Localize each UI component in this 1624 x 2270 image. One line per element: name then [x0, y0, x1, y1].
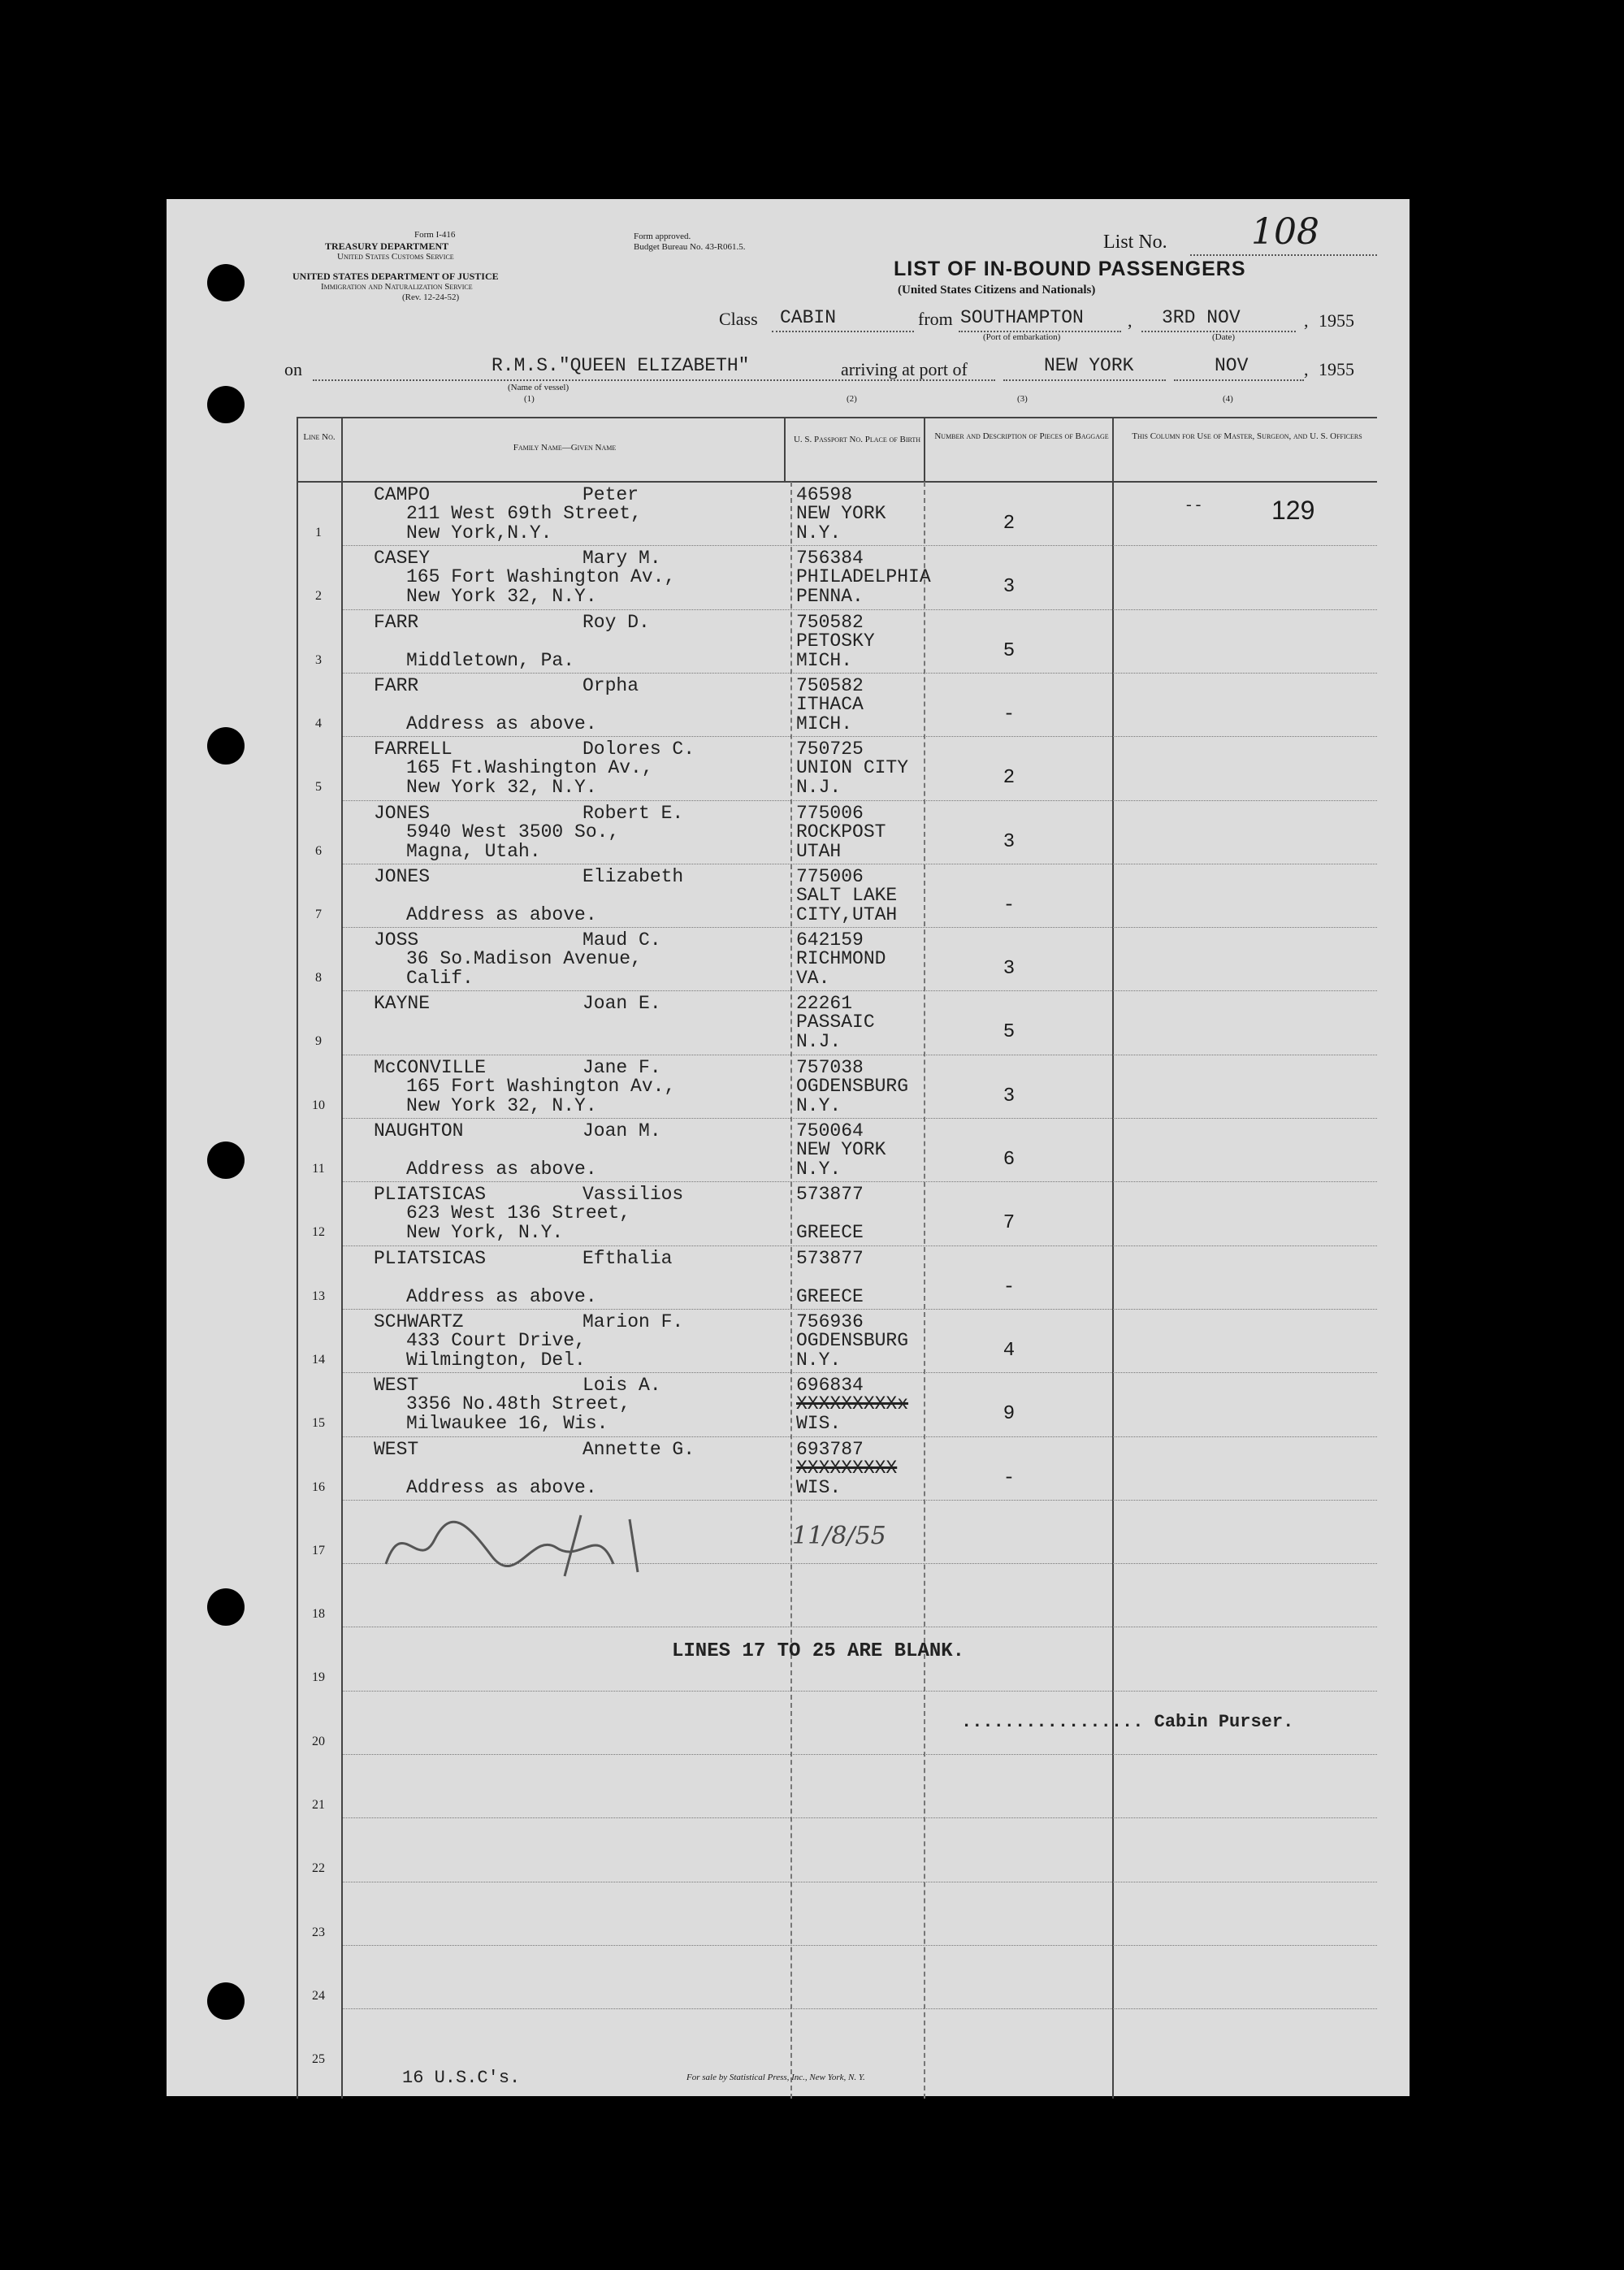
place-of-birth-2: CITY,UTAH	[796, 903, 898, 925]
arrival-port: NEW YORK	[1044, 355, 1134, 376]
line-number: 17	[312, 1543, 325, 1557]
place-of-birth-1: OGDENSBURG	[796, 1329, 909, 1351]
place-of-birth-1: ITHACA	[796, 693, 864, 715]
class-line	[772, 331, 914, 332]
list-no-value: 108	[1251, 211, 1319, 253]
line-number: 15	[312, 1416, 325, 1431]
passenger-given-name: Orpha	[582, 674, 639, 696]
passenger-given-name: Joan M.	[582, 1120, 661, 1141]
place-of-birth-1: OGDENSBURG	[796, 1075, 909, 1097]
passport-number: 693787	[796, 1438, 864, 1460]
line-number: 9	[315, 1034, 322, 1049]
passenger-given-name: Maud C.	[582, 929, 661, 951]
from-value: SOUTHAMPTON	[960, 307, 1084, 328]
manifest-sheet: Form I-416 TREASURY DEPARTMENT United States Customs Service UNITED STATES DEPARTMENT OF JUSTICE Immigration and Naturalization Service (Rev. 12-24-52) Form approved. Budget Bureau No. 43-R061.5. List No. 108 LIST OF IN-BOUND PASSENGERS (United States Citizens and Nationals) Class CABIN from SOUTHAMPTON (Port of embarkation) , 3RD NOV (Date) , 1955 on R.M.S."QUEEN ELIZABETH" (Name of vessel) (1) arriving at port of NEW YORK (2) (3) NOV (4) , 1955 Line No. Family Name—Given Name U. S. Passport No. Place of Birth Number and Description of Pieces of Baggage This Column for Use of Master, Surgeon, and U. S. Officers 129 - - CAMPO Peter 211 West 69th Street, New York,N.Y. 46598 NEW YORK N.Y. 2 1 CASEY Mary M. 165 Fort Washington Av., New York 32, N.Y. 756384 PHILADELPHIA PENNA. 3 2 FARR Roy D. Middletown, Pa. 750582 PETOSKY MICH. 5 3 FARR Orpha Address as above. 750582 ITHACA MICH. - 4 FARRELL Dolores C. 165 Ft.Washington Av., New York 32, N.Y. 750725 UNION CITY N.J. 2 5 JONES Robert E. 5940 West 3500 So., Magna, Utah. 775006 ROCKPOST UTAH 3 6 JONES Elizabeth Address as above. 775006 SALT LAKE CITY,UTAH - 7 JOSS Maud C. 36 So.Madison Avenue, Calif. 642159 RICHMOND VA. 3 8 KAYNE Joan E. 22261 PASSAIC N.J. 5 9 McCONVILLE Jane F. 165 Fort Washington Av., New York 32, N.Y. 757038 OGDENSBURG N.Y. 3 10 NAUGHTON Joan M. Address as above. 750064 NEW YORK N.Y. 6 11 PLIATSICAS Vassilios 623 West 136 Street, New York, N.Y. 573877 GREECE 7 12 PLIATSICAS Efthalia Address as above. 573877 GREECE - 13 SCHWARTZ Marion F. 433 Court Drive, Wilmington, Del. 756936 OGDENSBURG N.Y. 4 14 WEST Lois A. 3356 No.48th Street, Milwaukee 16, Wis. 696834 XXXXXXXXXx WIS. 9 15 WEST Annette G. Address as above. 693787 XXXXXXXXX WIS. - 16 17 18 19 20 21 22 23 24 25 11/8/55 LINES 17 TO 25 ARE BLANK. ................. Cabin Purser. 16 U.S.C's. For sale by Statistical Press, Inc., New York, N. Y.	[167, 199, 1410, 2096]
officer-note: 129	[1271, 496, 1315, 525]
class-value: CABIN	[780, 307, 837, 328]
col-line-name	[341, 417, 343, 2099]
passenger-given-name: Jane F.	[582, 1056, 661, 1078]
row-rule	[343, 1309, 1377, 1310]
place-of-birth-2: N.Y.	[796, 522, 842, 544]
passenger-given-name: Peter	[582, 484, 639, 505]
row-rule	[343, 1436, 1377, 1437]
row-rule	[343, 2008, 1377, 2009]
passenger-family-name: WEST	[374, 1438, 419, 1460]
binder-hole	[207, 727, 245, 765]
form-subtitle: (United States Citizens and Nationals)	[898, 284, 1096, 297]
line-number: 20	[312, 1734, 325, 1748]
line-number: 10	[312, 1098, 325, 1112]
row-rule	[343, 673, 1377, 674]
justice-dept: UNITED STATES DEPARTMENT OF JUSTICE	[292, 271, 499, 282]
passenger-address-2: Address as above.	[406, 903, 597, 925]
passenger-address-2: New York 32, N.Y.	[406, 777, 597, 799]
passenger-address-2: Calif.	[406, 968, 474, 990]
line-number: 2	[315, 589, 322, 604]
line-number: 6	[315, 843, 322, 858]
place-of-birth-1: UNION CITY	[796, 757, 909, 779]
passenger-family-name: FARR	[374, 611, 419, 633]
passenger-family-name: JONES	[374, 802, 431, 824]
form-revision: (Rev. 12-24-52)	[402, 292, 460, 302]
place-of-birth-1: RICHMOND	[796, 948, 886, 970]
row-rule	[343, 1245, 1377, 1246]
place-of-birth-2: N.J.	[796, 777, 842, 799]
immigration-service: Immigration and Naturalization Service	[321, 282, 473, 292]
passenger-address-2: Middletown, Pa.	[406, 649, 575, 671]
blank-lines-note: LINES 17 TO 25 ARE BLANK.	[672, 1640, 965, 1662]
binder-hole	[207, 1982, 245, 2020]
budget-bureau: Budget Bureau No. 43-R061.5.	[634, 242, 746, 252]
place-of-birth-2: VA.	[796, 968, 830, 990]
caption-1: (1)	[524, 394, 535, 404]
row-rule	[343, 1372, 1377, 1373]
baggage-count: 6	[1003, 1149, 1016, 1171]
passport-number: 750725	[796, 739, 864, 760]
passport-number: 775006	[796, 865, 864, 887]
row-rule	[343, 609, 1377, 610]
citizen-count: 16 U.S.C's.	[402, 2068, 521, 2088]
binder-hole	[207, 1141, 245, 1179]
col-header-line: Line No.	[303, 432, 336, 442]
baggage-count: 5	[1003, 1021, 1016, 1044]
baggage-count: -	[1003, 1276, 1016, 1298]
passenger-given-name: Roy D.	[582, 611, 650, 633]
passenger-address-1: 165 Fort Washington Av.,	[406, 1075, 676, 1097]
col-line-left	[297, 417, 298, 2099]
place-of-birth-2: MICH.	[796, 649, 853, 671]
passenger-address-1: 36 So.Madison Avenue,	[406, 948, 642, 970]
baggage-count: -	[1003, 1466, 1016, 1489]
place-of-birth-1: PASSAIC	[796, 1012, 875, 1033]
baggage-count: -	[1003, 894, 1016, 916]
place-of-birth-1: PHILADELPHIA	[796, 566, 931, 588]
passenger-family-name: FARR	[374, 674, 419, 696]
passenger-given-name: Lois A.	[582, 1375, 661, 1397]
passport-number: 756936	[796, 1310, 864, 1332]
line-number: 1	[315, 526, 322, 539]
from-caption: (Port of embarkation)	[983, 332, 1061, 342]
passenger-family-name: KAYNE	[374, 993, 431, 1015]
row-rule	[343, 1181, 1377, 1182]
row-rule	[343, 990, 1377, 991]
place-of-birth-2: MICH.	[796, 713, 853, 734]
place-of-birth-2: N.J.	[796, 1031, 842, 1053]
table-top-rule	[297, 417, 1377, 418]
passenger-family-name: PLIATSICAS	[374, 1184, 487, 1206]
line-number: 5	[315, 780, 322, 795]
caption-3: (3)	[1017, 394, 1028, 404]
passenger-family-name: JOSS	[374, 929, 419, 951]
place-of-birth-1: PETOSKY	[796, 630, 875, 652]
passport-number: 573877	[796, 1247, 864, 1269]
form-title: LIST OF IN-BOUND PASSENGERS	[894, 258, 1246, 280]
passenger-address-2: New York 32, N.Y.	[406, 1094, 597, 1116]
passenger-address-1: 433 Court Drive,	[406, 1329, 586, 1351]
line-number: 7	[315, 907, 322, 921]
place-of-birth-2: N.Y.	[796, 1094, 842, 1116]
passport-number: 750064	[796, 1120, 864, 1141]
passenger-given-name: Vassilios	[582, 1184, 684, 1206]
col-line-baggage-head	[924, 417, 925, 482]
departure-year: 1955	[1319, 310, 1354, 331]
line-number: 3	[315, 652, 322, 667]
caption-4: (4)	[1223, 394, 1233, 404]
passport-number: 642159	[796, 929, 864, 951]
passenger-address-1: 211 West 69th Street,	[406, 503, 642, 524]
arrival-date-line	[1174, 379, 1304, 381]
date-caption: (Date)	[1212, 332, 1236, 342]
passenger-given-name: Efthalia	[582, 1247, 673, 1269]
line-number: 22	[312, 1861, 325, 1876]
from-label: from	[918, 309, 953, 329]
col-header-baggage: Number and Description of Pieces of Baggage	[934, 431, 1109, 441]
caption-2: (2)	[847, 394, 857, 404]
line-number: 12	[312, 1225, 325, 1240]
passport-number: 750582	[796, 674, 864, 696]
passenger-address-1: 5940 West 3500 So.,	[406, 821, 620, 843]
passenger-family-name: SCHWARTZ	[374, 1310, 464, 1332]
vessel-name: R.M.S."QUEEN ELIZABETH"	[492, 355, 750, 376]
place-of-birth-2: UTAH	[796, 840, 842, 862]
col-header-name: Family Name—Given Name	[513, 443, 617, 453]
passenger-address-1: 623 West 136 Street,	[406, 1202, 631, 1224]
table-header-rule	[297, 481, 1377, 483]
passenger-given-name: Dolores C.	[582, 739, 695, 760]
passenger-family-name: McCONVILLE	[374, 1056, 487, 1078]
place-of-birth-2: N.Y.	[796, 1159, 842, 1180]
line-number: 8	[315, 971, 322, 986]
passenger-address-2: Magna, Utah.	[406, 840, 541, 862]
inspection-date: 11/8/55	[792, 1522, 886, 1550]
arrival-year: 1955	[1319, 359, 1354, 379]
form-number: Form I-416	[414, 230, 456, 240]
purser-line: ................. Cabin Purser.	[961, 1712, 1294, 1732]
passenger-address-1: 3356 No.48th Street,	[406, 1393, 631, 1415]
class-label: Class	[719, 309, 758, 329]
passenger-address-2: New York 32, N.Y.	[406, 586, 597, 608]
place-of-birth-2: GREECE	[796, 1285, 864, 1307]
passport-number: 696834	[796, 1375, 864, 1397]
col-line-passport-head	[784, 417, 786, 482]
passenger-address-2: Address as above.	[406, 713, 597, 734]
place-of-birth-2: GREECE	[796, 1222, 864, 1244]
passenger-address-2: Milwaukee 16, Wis.	[406, 1413, 608, 1435]
line-number: 14	[312, 1352, 325, 1367]
passport-number: 22261	[796, 993, 853, 1015]
passport-number: 756384	[796, 548, 864, 570]
passenger-address-2: New York,N.Y.	[406, 522, 552, 544]
place-of-birth-2: WIS.	[796, 1413, 842, 1435]
place-of-birth-1: NEW YORK	[796, 1139, 886, 1160]
row-rule	[343, 1500, 1377, 1501]
list-no-line	[1190, 254, 1377, 256]
passenger-family-name: FARRELL	[374, 739, 453, 760]
place-of-birth-1: XXXXXXXXXx	[796, 1393, 909, 1415]
passenger-given-name: Marion F.	[582, 1310, 684, 1332]
baggage-count: 3	[1003, 958, 1016, 981]
line-number: 24	[312, 1988, 325, 2003]
baggage-count: -	[1003, 703, 1016, 726]
passport-number: 775006	[796, 802, 864, 824]
baggage-count: 4	[1003, 1339, 1016, 1362]
printer-credit: For sale by Statistical Press, Inc., New York, N. Y.	[686, 2073, 865, 2082]
passenger-family-name: CAMPO	[374, 484, 431, 505]
row-rule	[343, 1945, 1377, 1946]
place-of-birth-2: PENNA.	[796, 586, 864, 608]
departure-date: 3RD NOV	[1162, 307, 1241, 328]
line-number: 18	[312, 1607, 325, 1622]
list-no-label: List No.	[1103, 232, 1167, 253]
passenger-family-name: WEST	[374, 1375, 419, 1397]
line-number: 19	[312, 1670, 325, 1685]
passenger-address-2: Wilmington, Del.	[406, 1349, 586, 1371]
place-of-birth-2: N.Y.	[796, 1349, 842, 1371]
passenger-address-1: 165 Fort Washington Av.,	[406, 566, 676, 588]
inspector-signature	[370, 1507, 678, 1580]
passenger-address-2: Address as above.	[406, 1159, 597, 1180]
col-line-passport	[790, 482, 792, 2099]
treasury-dept: TREASURY DEPARTMENT	[325, 240, 449, 252]
line-number: 23	[312, 1925, 325, 1939]
passenger-given-name: Mary M.	[582, 548, 661, 570]
line-number: 21	[312, 1798, 325, 1812]
row-rule	[343, 927, 1377, 928]
baggage-count: 3	[1003, 1085, 1016, 1107]
line-number: 4	[315, 716, 322, 730]
place-of-birth-1: XXXXXXXXX	[796, 1457, 898, 1479]
passenger-address-2: New York, N.Y.	[406, 1222, 564, 1244]
line-number: 11	[312, 1162, 325, 1176]
col-line-officers	[1112, 417, 1114, 2099]
passenger-given-name: Annette G.	[582, 1438, 695, 1460]
baggage-count: 2	[1003, 513, 1016, 535]
passport-number: 573877	[796, 1184, 864, 1206]
passenger-family-name: JONES	[374, 865, 431, 887]
line-number: 16	[312, 1479, 325, 1494]
place-of-birth-2: WIS.	[796, 1476, 842, 1498]
passenger-given-name: Robert E.	[582, 802, 684, 824]
baggage-count: 7	[1003, 1212, 1016, 1235]
arrival-date: NOV	[1215, 355, 1249, 376]
row-rule	[343, 1118, 1377, 1119]
line-number: 13	[312, 1289, 325, 1303]
baggage-count: 3	[1003, 830, 1016, 853]
row-rule	[343, 545, 1377, 546]
col-header-passport: U. S. Passport No. Place of Birth	[793, 435, 921, 444]
arriving-label: arriving at port of	[841, 359, 968, 379]
row-rule	[343, 736, 1377, 737]
place-of-birth-1: NEW YORK	[796, 503, 886, 524]
passenger-address-1: 165 Ft.Washington Av.,	[406, 757, 653, 779]
row-rule	[343, 1817, 1377, 1818]
place-of-birth-1: SALT LAKE	[796, 884, 898, 906]
baggage-count: 2	[1003, 767, 1016, 790]
passport-number: 46598	[796, 484, 853, 505]
binder-hole	[207, 1588, 245, 1626]
passenger-family-name: PLIATSICAS	[374, 1247, 487, 1269]
passenger-given-name: Joan E.	[582, 993, 661, 1015]
line-number: 25	[312, 2052, 325, 2067]
officer-mark: - -	[1186, 496, 1202, 513]
col-header-officers: This Column for Use of Master, Surgeon, and U. S. Officers	[1132, 431, 1362, 441]
binder-hole	[207, 386, 245, 423]
baggage-count: 9	[1003, 1403, 1016, 1426]
passenger-family-name: CASEY	[374, 548, 431, 570]
passenger-address-2: Address as above.	[406, 1285, 597, 1307]
passenger-address-2: Address as above.	[406, 1476, 597, 1498]
port-line	[1003, 379, 1166, 381]
form-approved: Form approved.	[634, 232, 691, 241]
passenger-given-name: Elizabeth	[582, 865, 684, 887]
binder-hole	[207, 264, 245, 301]
passenger-family-name: NAUGHTON	[374, 1120, 464, 1141]
baggage-count: 3	[1003, 576, 1016, 599]
passport-number: 757038	[796, 1056, 864, 1078]
place-of-birth-1: ROCKPOST	[796, 821, 886, 843]
on-label: on	[284, 359, 302, 379]
baggage-count: 5	[1003, 639, 1016, 662]
row-rule	[343, 1691, 1377, 1692]
customs-service: United States Customs Service	[337, 252, 454, 262]
vessel-caption: (Name of vessel)	[508, 383, 569, 392]
passport-number: 750582	[796, 611, 864, 633]
row-rule	[343, 1754, 1377, 1755]
row-rule	[343, 800, 1377, 801]
